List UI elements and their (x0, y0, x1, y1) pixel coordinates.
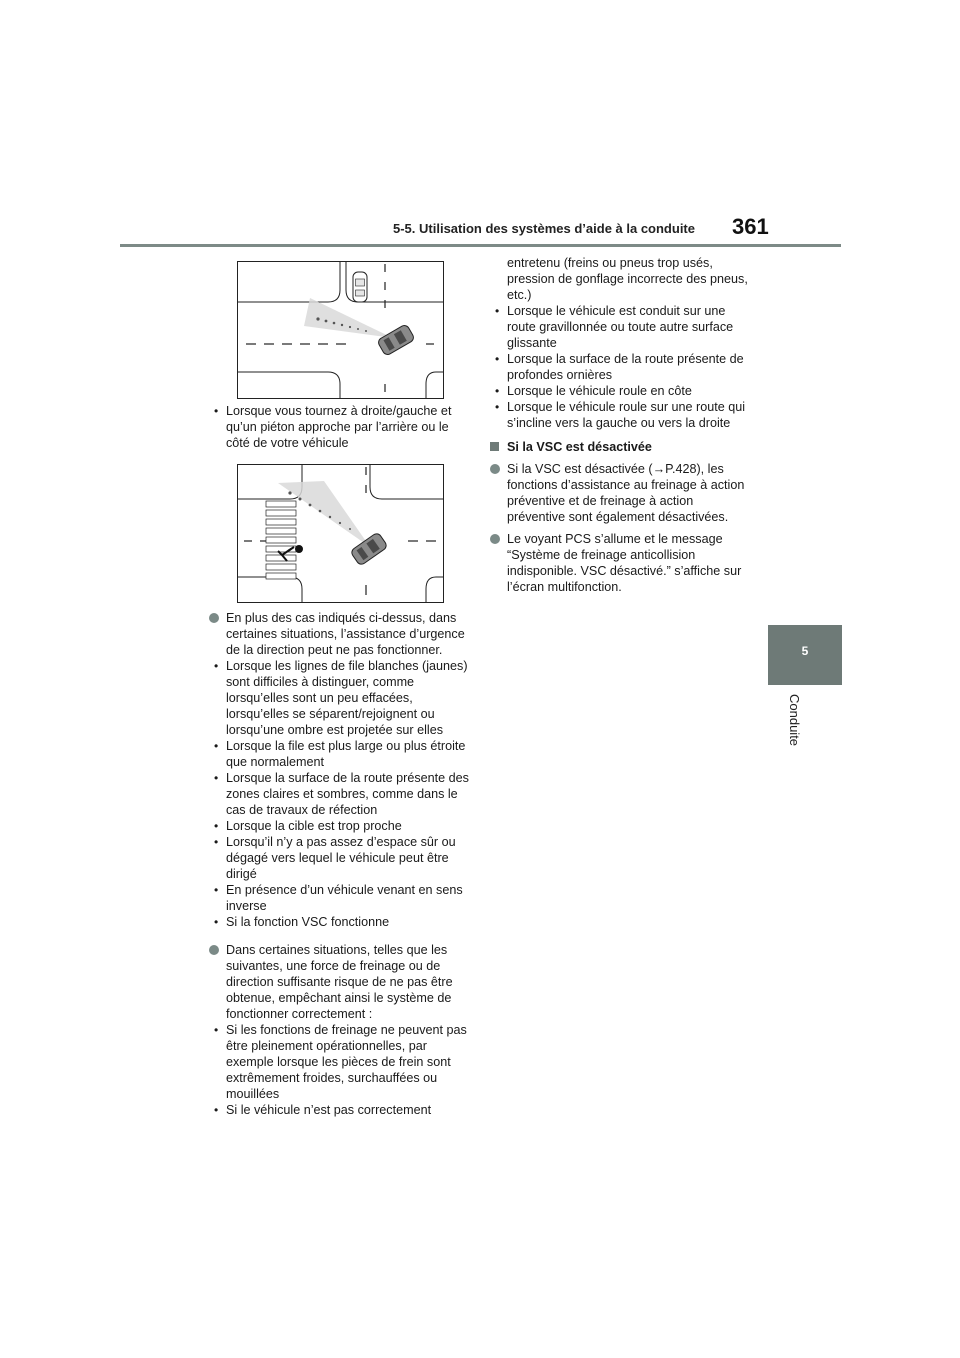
list-item: • Lorsque vous tournez à droite/gauche et qu’un piéton approche par l’arrière ou le côté de votre véhicule (209, 403, 469, 451)
figure-turning-intersection (237, 261, 444, 399)
list-item: • Lorsque la surface de la route présente de profondes ornières (490, 351, 752, 383)
bullet-paragraph: Dans certaines situations, telles que les suivantes, une force de freinage ou de direction suffisante risque de ne pas être obtenue, empêchant ainsi le système de fonctionner correctement : (209, 942, 471, 1022)
bullet-paragraph: Le voyant PCS s’allume et le message “Système de freinage anticollision indisponible. VSC désactivé.” s’affiche sur l’écran multifonction. (490, 531, 752, 595)
header-rule (120, 244, 841, 247)
page-number: 361 (732, 214, 769, 239)
figure-pedestrian-crossing (237, 464, 444, 603)
continued-text: entretenu (freins ou pneus trop usés, pression de gonflage incorrecte des pneus, etc.) (507, 256, 748, 302)
right-text (490, 255, 752, 595)
illustration-pedestrian-vehicle (238, 465, 443, 602)
list-item: • Lorsqu’il n’y a pas assez d’espace sûr ou dégagé vers lequel le véhicule peut être dirigé (209, 834, 471, 882)
subsection-heading: Si la VSC est désactivée (490, 439, 752, 455)
chapter-label-wrap (788, 694, 804, 754)
list-item: • Lorsque la surface de la route présente des zones claires et sombres, comme dans le cas de travaux de réfection (209, 770, 471, 818)
list-item: • Si les fonctions de freinage ne peuvent pas être pleinement opérationnelles, par exemple lorsque les pièces de frein sont extrêmement froides, surchauffées ou mouillées (209, 1022, 471, 1102)
left-text-fig1 (209, 403, 469, 451)
bullet-paragraph: En plus des cas indiqués ci-dessus, dans certaines situations, l’assistance d’urgence de la direction peut ne pas fonctionner. (209, 610, 471, 658)
list-item: • Lorsque le véhicule roule en côte (490, 383, 752, 399)
chapter-label: Conduite (787, 694, 802, 747)
section-title: 5-5. Utilisation des systèmes d’aide à la conduite (393, 221, 695, 236)
list-item: • Lorsque le véhicule est conduit sur une route gravillonnée ou toute autre surface glissante (490, 303, 752, 351)
left-text-main (209, 604, 471, 1118)
list-item: • Si la fonction VSC fonctionne (209, 914, 471, 930)
bullet-paragraph: Si la VSC est désactivée (→P.428), les fonctions d’assistance au freinage à action préventive et de freinage à action préventive sont également désactivées. (490, 461, 752, 525)
list-item: • En présence d’un véhicule venant en sens inverse (209, 882, 471, 914)
list-item: • Si le véhicule n’est pas correctement (209, 1102, 471, 1118)
list-item: • Lorsque les lignes de file blanches (jaunes) sont difficiles à distinguer, comme lorsqu’elles sont un peu effacées, lorsqu’elles se séparent/rejoignent ou lorsqu’une ombre est projetée sur elles (209, 658, 471, 738)
illustration-turn-vehicle (238, 262, 443, 398)
list-item: • Lorsque la cible est trop proche (209, 818, 471, 834)
chapter-tab[interactable] (768, 625, 842, 685)
list-item: • Lorsque le véhicule roule sur une route qui s’incline vers la gauche ou vers la droite (490, 399, 752, 431)
chapter-number: 5 (801, 644, 809, 658)
list-item: • Lorsque la file est plus large ou plus étroite que normalement (209, 738, 471, 770)
